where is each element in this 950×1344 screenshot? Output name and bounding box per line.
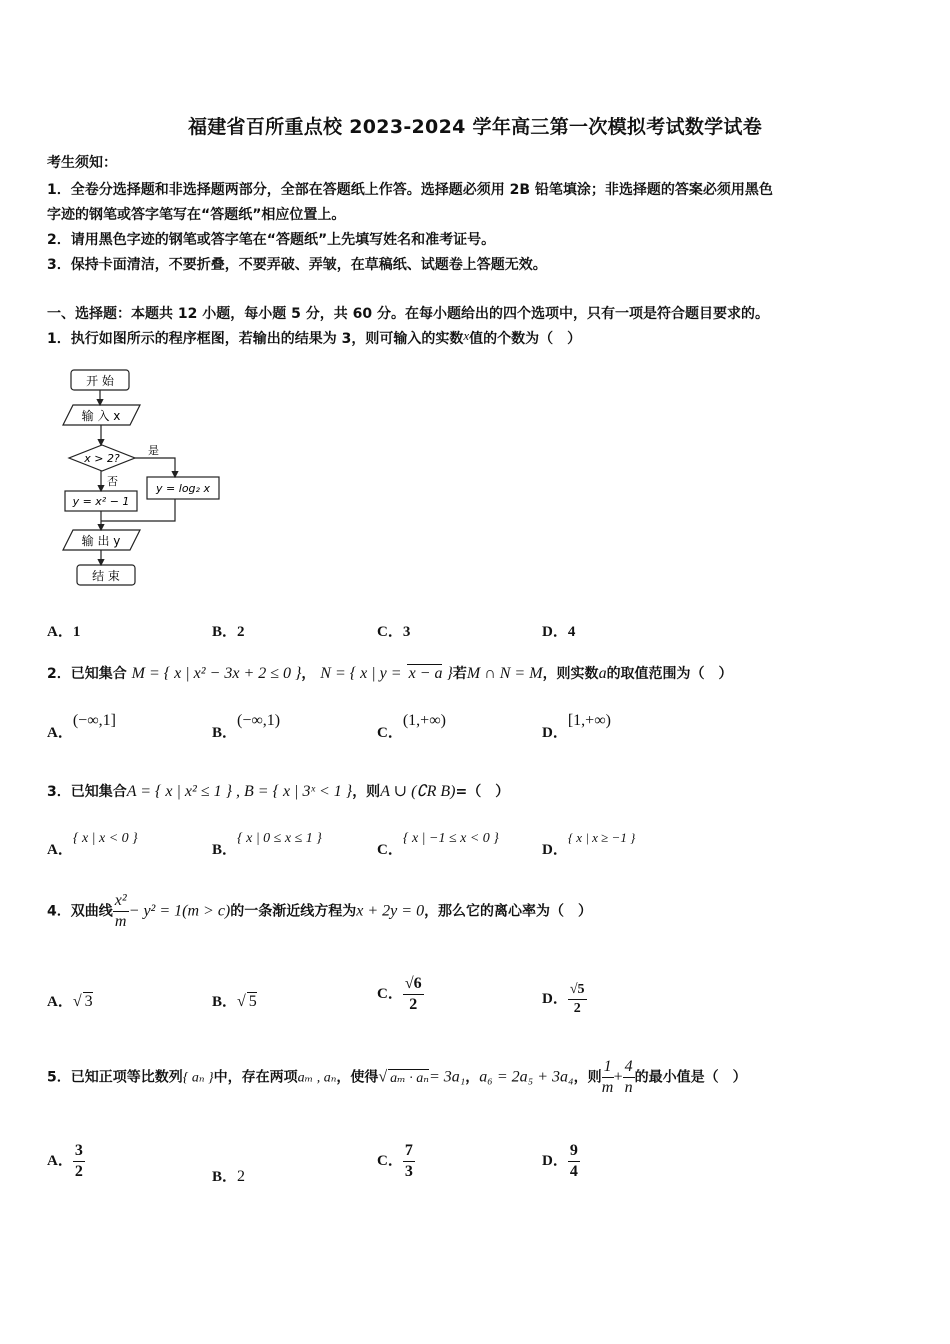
- notice-item-3: 3．保持卡面清洁，不要折叠，不要弄破、弄皱，在草稿纸、试题卷上答题无效。: [47, 257, 547, 273]
- question-2: 2．已知集合 M = { x | x² − 3x + 2 ≤ 0 }， N = { x | y = x − a }若M ∩ N = M，则实数a的取值范围为（ ）: [47, 665, 733, 682]
- flowchart: [55, 365, 235, 595]
- q2-option-b[interactable]: B．(−∞,1): [212, 712, 281, 741]
- flow-end-label: 结 束: [92, 569, 120, 583]
- flow-left-label: y = x² − 1: [72, 495, 130, 508]
- q5-option-c[interactable]: C． $\frac{7}{3}$: [377, 1142, 413, 1180]
- q1-option-c[interactable]: C．3: [377, 624, 411, 640]
- flow-output-label: 输 出 y: [81, 534, 121, 548]
- notice-item-2: 2．请用黑色字迹的钢笔或答字笔在“答题纸”上先填写姓名和准考证号。: [47, 232, 496, 248]
- q2-option-c[interactable]: C．(1,+∞): [377, 712, 446, 741]
- q1-option-d[interactable]: D．4: [542, 624, 576, 640]
- q4-option-a[interactable]: A．√ 3: [47, 993, 93, 1010]
- flow-start-label: 开 始: [86, 374, 114, 388]
- q1-text-b: 值的个数为（ ）: [469, 331, 582, 347]
- q1-var: x: [463, 328, 470, 343]
- q3-option-c[interactable]: C．{ x | −1 ≤ x < 0 }: [377, 831, 499, 858]
- q1-option-b[interactable]: B．2: [212, 624, 245, 640]
- q5-option-b[interactable]: B．2: [212, 1168, 246, 1185]
- notice-item-1b: 字迹的钢笔或答字笔写在“答题纸”相应位置上。: [47, 207, 346, 223]
- q4-option-b[interactable]: B．√ 5: [212, 993, 257, 1010]
- notice-heading: 考生须知：: [47, 155, 117, 171]
- q4-option-c[interactable]: C． $\frac{√6}{2}$: [377, 975, 422, 1013]
- flow-cond-label: x > 2?: [84, 452, 120, 465]
- flow-input-label: 输 入 x: [81, 409, 121, 423]
- q3-option-a[interactable]: A．{ x | x < 0 }: [47, 831, 138, 858]
- q5-option-a[interactable]: A． $\frac{3}{2}$: [47, 1142, 83, 1180]
- flow-no-label: 否: [107, 475, 118, 488]
- q3-option-b[interactable]: B．{ x | 0 ≤ x ≤ 1 }: [212, 831, 322, 858]
- question-3: 3．已知集合A = { x | x² ≤ 1 } , B = { x | 3ˣ < 1 }，则A ∪ (∁R B)=（ ）: [47, 783, 510, 800]
- page-title: 福建省百所重点校 2023-2024 学年高三第一次模拟考试数学试卷: [187, 116, 763, 138]
- section-heading: 一、选择题：本题共 12 小题，每小题 5 分，共 60 分。在每小题给出的四个选项中，只有一项是符合题目要求的。: [47, 306, 769, 322]
- question-1: [47, 328, 581, 348]
- q1-option-a[interactable]: A．1: [47, 624, 81, 640]
- q5-option-d[interactable]: D． $\frac{9}{4}$: [542, 1142, 578, 1180]
- question-4: 4．双曲线 $\frac{\text{x²}}{m}$ − y² = 1(m > c)的一条渐近线方程为x + 2y = 0，那么它的离心率为（ ）: [47, 892, 593, 930]
- flow-yes-label: 是: [148, 444, 159, 457]
- notice-item-1a: 1．全卷分选择题和非选择题两部分，全部在答题纸上作答。选择题必须用 2B 铅笔填涂；非选择题的答案必须用黑色: [47, 182, 773, 198]
- q4-option-d[interactable]: D． $\frac{√5}{2}$: [542, 982, 585, 1016]
- q2-option-a[interactable]: A．(−∞,1]: [47, 712, 116, 741]
- q3-option-d[interactable]: D．{ x | x ≥ −1 }: [542, 830, 636, 858]
- question-5: 5．已知正项等比数列{ aₙ }中，存在两项aₘ , aₙ，使得√ aₘ · aₙ= 3a₁，a₆ = 2a₅ + 3a₄，则 $\frac{1}{m}$ + $\frac{4}{n}$ 的最小值是（ ）: [47, 1058, 747, 1096]
- q2-option-d[interactable]: D．[1,+∞): [542, 712, 611, 741]
- q1-text-a: 1．执行如图所示的程序框图，若输出的结果为 3，则可输入的实数: [47, 331, 464, 347]
- flow-right-label: y = log₂ x: [156, 482, 210, 495]
